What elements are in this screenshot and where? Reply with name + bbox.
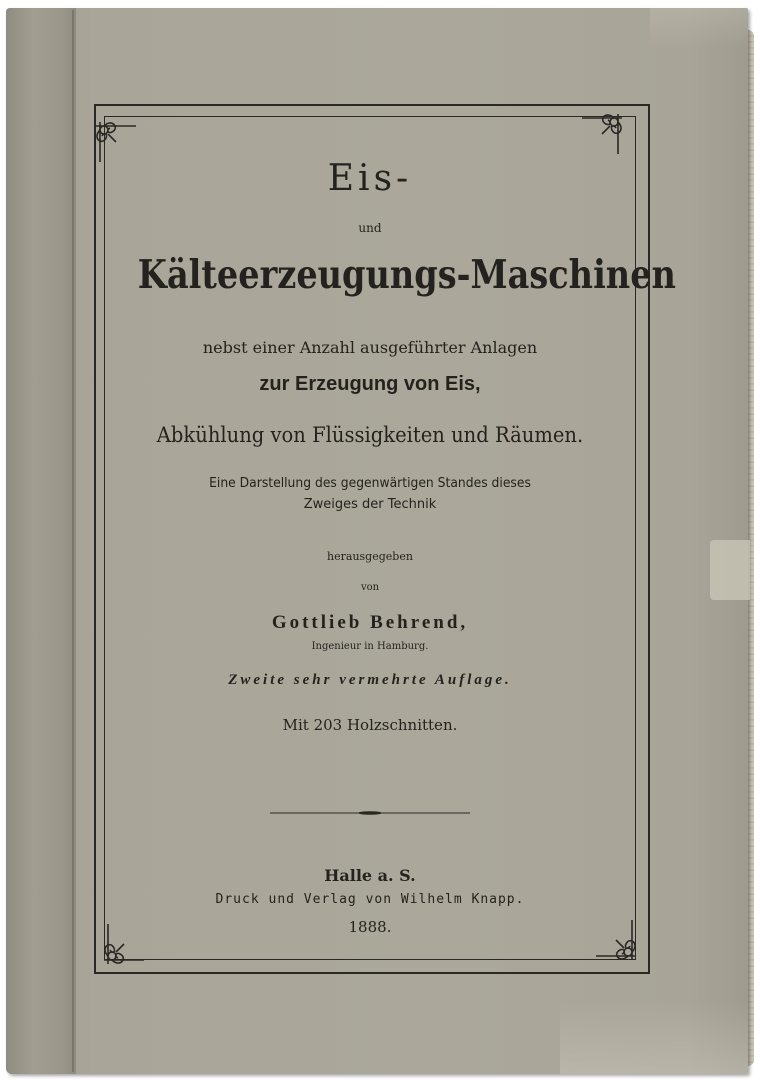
corner-ornament-icon	[576, 108, 628, 160]
main-title: Kälteerzeugungs-Maschinen	[137, 252, 676, 298]
title-frame-inner	[104, 116, 676, 960]
cover-tear	[710, 540, 750, 600]
edited-label: herausgegeben	[327, 550, 413, 563]
ornamental-divider-icon	[270, 800, 470, 804]
author-name: Gottlieb Behrend,	[271, 612, 469, 633]
publisher-line: Druck und Verlag von Wilhelm Knapp.	[215, 892, 525, 907]
description-line-2: Zweiges der Technik	[303, 497, 437, 512]
spine-crease	[72, 10, 74, 1072]
by-label: von	[360, 582, 380, 593]
publication-place: Halle a. S.	[324, 866, 416, 885]
publication-year: 1888.	[348, 918, 392, 936]
title-conjunction: und	[358, 221, 382, 235]
subtitle-line-1: nebst einer Anzahl ausgeführter Anlagen	[202, 338, 538, 357]
author-role: Ingenieur in Hamburg.	[311, 641, 429, 652]
edition-statement: Zweite sehr vermehrte Auflage.	[228, 672, 512, 688]
illustrations-note: Mit 203 Holzschnitten.	[282, 716, 458, 734]
subtitle-line-3: Abkühlung von Flüssigkeiten und Räumen.	[156, 423, 584, 447]
title-top: Eis-	[327, 158, 413, 199]
book-spine	[6, 8, 76, 1074]
description-line-1: Eine Darstellung des gegenwärtigen Standes dieses	[209, 476, 531, 491]
subtitle-line-2: zur Erzeugung von Eis,	[259, 373, 481, 395]
